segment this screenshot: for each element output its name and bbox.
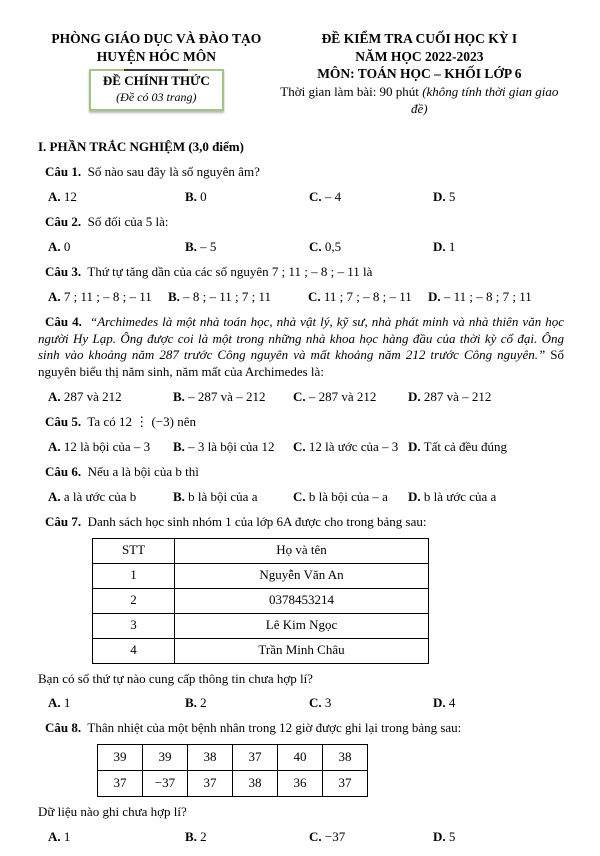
question-text: Số nguyên biểu thị năm sinh, năm mất của Archimedes là:	[38, 347, 564, 380]
table-cell: −37	[143, 771, 188, 797]
table-cell: 36	[278, 771, 323, 797]
option-d: D. b là ước của a	[408, 488, 497, 504]
option-a: A. 12 là bội của – 3	[48, 439, 151, 454]
school-year: NĂM HỌC 2022-2023	[355, 48, 484, 64]
question-label: Câu 5.	[45, 414, 82, 430]
table-row	[93, 588, 429, 613]
question-text: Nếu a là bội của b thì	[87, 463, 199, 479]
question-8	[38, 720, 564, 846]
option-b: B. 2	[185, 695, 207, 711]
option-c: C. – 4	[309, 189, 342, 205]
table-row	[93, 638, 429, 663]
question-text: Thứ tự tăng dần của các số nguyên 7 ; 11 ; – 8 ; – 11 là	[87, 263, 373, 279]
question-label: Câu 8.	[45, 720, 82, 736]
question-line	[38, 214, 564, 231]
question-5	[38, 414, 564, 456]
table-cell: 37	[233, 745, 278, 771]
option-c: C. – 287 và 212	[293, 389, 377, 405]
table-row	[98, 771, 368, 797]
exam-title: ĐỀ KIỂM TRA CUỐI HỌC KỲ I	[321, 31, 518, 46]
stamp-title: ĐỀ CHÍNH THỨC	[102, 73, 210, 89]
option-b: B. 0	[185, 189, 207, 205]
table-cell: 38	[188, 745, 233, 771]
table-cell: 37	[98, 771, 143, 797]
table-cell: 39	[98, 745, 143, 771]
table-cell: Nguyễn Văn An	[175, 563, 429, 588]
options-row	[38, 189, 564, 206]
table-cell: 37	[323, 771, 368, 797]
option-c: C. 3	[309, 695, 332, 711]
table-cell: Trần Minh Châu	[175, 638, 429, 663]
question-2	[38, 214, 564, 256]
stamp-note: (Đề có 03 trang)	[116, 89, 197, 104]
duration-text: Thời gian làm bài: 90 phút	[280, 83, 419, 99]
option-a: A. 287 và 212	[48, 389, 122, 405]
option-a: A. a là ước của b	[48, 488, 137, 504]
table-row	[98, 745, 368, 771]
option-d: D. – 11 ; – 8 ; 7 ; 11	[428, 288, 532, 304]
follow-up-question: Bạn có số thứ tự nào cung cấp thông tin chưa hợp lí?	[38, 670, 313, 686]
option-a: A. 0	[48, 238, 71, 254]
question-1	[38, 164, 564, 206]
official-stamp-wrap	[89, 69, 224, 110]
options-row	[38, 439, 564, 456]
question-text: Ta có 12 ⋮ (−3) nên	[87, 414, 196, 430]
issuing-office-block	[38, 30, 275, 117]
question-7	[38, 514, 564, 713]
options-row	[38, 239, 564, 256]
office-line-2: HUYỆN HÓC MÔN	[96, 48, 216, 64]
question-label: Câu 1.	[45, 164, 82, 180]
option-d: D. 5	[433, 829, 456, 845]
option-d: D. 287 và – 212	[408, 389, 492, 405]
question-line	[38, 514, 564, 531]
question-line	[38, 720, 564, 737]
options-row	[38, 389, 564, 406]
question-text: Danh sách học sinh nhóm 1 của lớp 6A được cho trong bảng sau:	[87, 513, 427, 529]
table-cell: 39	[143, 745, 188, 771]
duration-line	[275, 84, 564, 118]
option-d: D. Tất cả đều đúng	[408, 439, 508, 454]
question-text: Số đối của 5 là:	[87, 214, 169, 230]
options-row	[38, 489, 564, 506]
table-cell: 0378453214	[175, 588, 429, 613]
options-row	[38, 695, 564, 712]
question-quote: “Archimedes là một nhà toán học, nhà vật lý, kỹ sư, nhà phát minh và nhà thiên văn học người Hy Lạp. Ông được coi là một trong những nhà khoa học hàng đầu của thời kỳ cổ đại. Ông sinh vào khoảng năm 287 trước Công nguyên và mất khoảng năm 212 trước Công nguyên.”	[38, 313, 565, 363]
option-d: D. 1	[433, 238, 456, 254]
question-line	[38, 464, 564, 481]
table-cell: 40	[278, 745, 323, 771]
option-b: B. – 3 là bội của 12	[173, 439, 275, 454]
option-b: B. 2	[185, 829, 207, 845]
duration-note: (không tính thời gian giao đề)	[411, 83, 559, 116]
question-label: Câu 2.	[45, 214, 82, 230]
option-b: B. b là bội của a	[173, 488, 258, 504]
question-line	[38, 414, 564, 431]
table-cell: 2	[93, 588, 175, 613]
question-text: Thân nhiệt của một bệnh nhân trong 12 giờ được ghi lại trong bảng sau:	[87, 720, 462, 736]
option-d: D. 5	[433, 189, 456, 205]
exam-title-block	[275, 30, 564, 117]
office-line-1: PHÒNG GIÁO DỤC VÀ ĐÀO TẠO	[51, 31, 262, 46]
table-cell: Lê Kim Ngọc	[175, 613, 429, 638]
question-label: Câu 7.	[45, 513, 82, 529]
option-c: C. b là bội của – a	[293, 488, 388, 504]
table-row	[93, 613, 429, 638]
table-header-row	[93, 538, 429, 563]
option-c: C. 11 ; 7 ; – 8 ; – 11	[308, 288, 412, 304]
official-stamp-box	[89, 69, 224, 110]
question-3	[38, 264, 564, 306]
question-label: Câu 6.	[45, 463, 82, 479]
options-row	[38, 289, 564, 306]
header-underline	[124, 69, 188, 71]
option-b: B. – 8 ; – 11 ; 7 ; 11	[168, 288, 272, 304]
options-row	[38, 829, 564, 846]
table-cell: 3	[93, 613, 175, 638]
table-row	[93, 563, 429, 588]
table-cell: 4	[93, 638, 175, 663]
option-d: D. 4	[433, 695, 456, 711]
question-4	[38, 314, 564, 406]
table-header-cell: STT	[93, 538, 175, 563]
option-a: A. 1	[48, 829, 71, 845]
option-a: A. 1	[48, 695, 71, 711]
question-label: Câu 4.	[45, 313, 82, 329]
question-text: Số nào sau đây là số nguyên âm?	[87, 164, 260, 180]
table-cell: 38	[323, 745, 368, 771]
header	[38, 30, 564, 117]
question-6	[38, 464, 564, 506]
follow-up-question: Dữ liệu nào ghi chưa hợp lí?	[38, 804, 187, 820]
students-table	[92, 538, 429, 664]
question-line	[38, 264, 564, 281]
option-b: B. – 287 và – 212	[173, 389, 266, 405]
section-title: I. PHẦN TRẮC NGHIỆM (3,0 điểm)	[38, 139, 244, 155]
option-c: C. 0,5	[309, 238, 342, 254]
option-c: C. −37	[309, 829, 346, 845]
table-header-cell: Họ và tên	[175, 538, 429, 563]
table-cell: 37	[188, 771, 233, 797]
question-label: Câu 3.	[45, 263, 82, 279]
question-line	[38, 164, 564, 181]
option-b: B. – 5	[185, 238, 217, 254]
question-paragraph	[38, 314, 564, 382]
option-c: C. 12 là ước của – 3	[293, 439, 399, 454]
subject-line: MÔN: TOÁN HỌC – KHỐI LỚP 6	[317, 66, 522, 82]
option-a: A. 12	[48, 189, 77, 205]
option-a: A. 7 ; 11 ; – 8 ; – 11	[48, 288, 152, 304]
table-cell: 38	[233, 771, 278, 797]
table-cell: 1	[93, 563, 175, 588]
temperatures-table	[97, 744, 368, 797]
